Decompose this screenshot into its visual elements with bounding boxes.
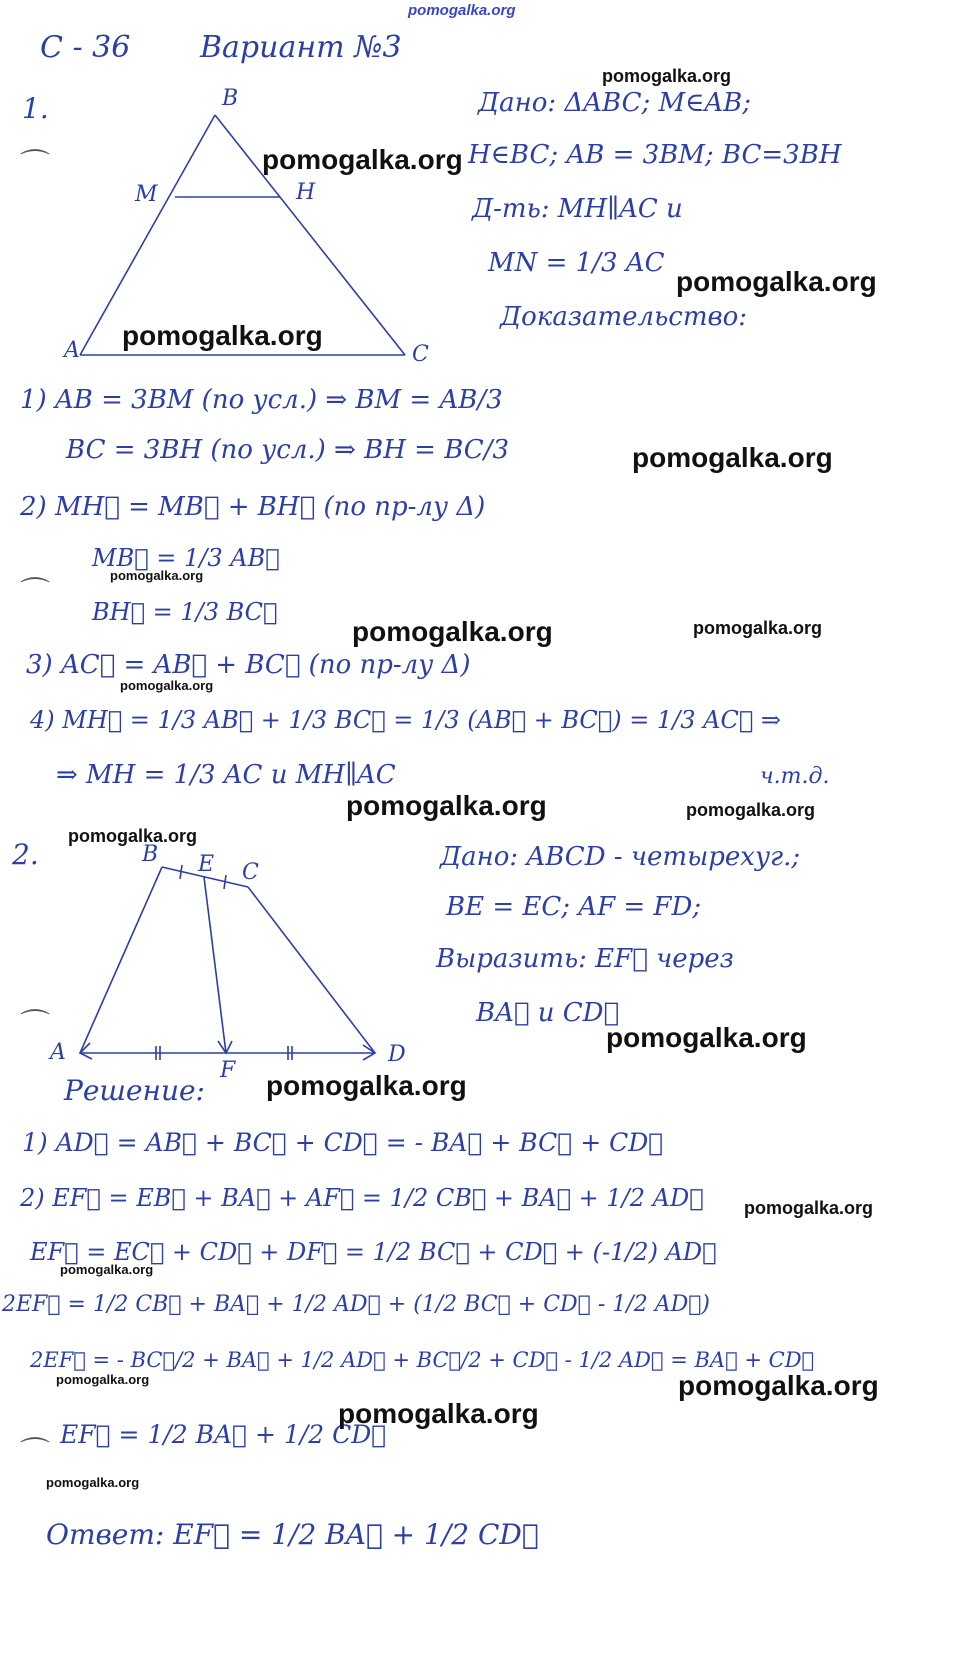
p2-task-vectors: BA⃗ и CD⃗ <box>476 998 620 1028</box>
watermark: pomogalka.org <box>632 442 833 473</box>
p2-given-line-1: Дано: ABCD - четырехуг.; <box>440 842 801 872</box>
p1-prove-formula: MN = 1/3 AC <box>488 248 665 278</box>
margin-mark: ⌒ <box>20 1008 50 1043</box>
watermark: pomogalka.org <box>602 66 732 86</box>
side-ab <box>80 115 215 355</box>
p2-step-sum: 2EF⃗ = 1/2 CB⃗ + BA⃗ + 1/2 AD⃗ + (1/2 BC⃗ + CD⃗ - 1/2 AD⃗) <box>2 1292 711 1317</box>
p2-answer: Ответ: EF⃗ = 1/2 BA⃗ + 1/2 CD⃗ <box>46 1518 539 1551</box>
top-watermark: pomogalka.org <box>408 2 516 19</box>
quad-label-b: B <box>142 842 159 867</box>
page-title: С - 36 <box>40 30 131 65</box>
quad-label-a: A <box>50 1040 66 1065</box>
p2-step-1: 1) AD⃗ = AB⃗ + BC⃗ + CD⃗ = - BA⃗ + BC⃗ + CD⃗ <box>22 1128 664 1157</box>
p1-proof-heading: Доказательство: <box>500 302 748 332</box>
watermark: pomogalka.org <box>68 826 198 846</box>
p2-result: EF⃗ = 1/2 BA⃗ + 1/2 CD⃗ <box>60 1420 387 1449</box>
margin-mark: ⌒ <box>20 1436 50 1471</box>
watermark: pomogalka.org <box>686 800 816 820</box>
watermark: pomogalka.org <box>122 320 323 351</box>
p1-prove-line: Д-ть: MH∥AC и <box>472 194 683 224</box>
p1-step-2: 2) MH⃗ = MB⃗ + BH⃗ (по пр-лу Δ) <box>20 492 486 522</box>
quad-label-c: C <box>242 860 259 885</box>
p2-given-line-2: BE = EC; AF = FD; <box>446 892 702 922</box>
p2-step-2a: 2) EF⃗ = EB⃗ + BA⃗ + AF⃗ = 1/2 CB⃗ + BA⃗ + 1/2 AD⃗ <box>20 1184 704 1212</box>
watermark: pomogalka.org <box>346 790 547 821</box>
watermark: pomogalka.org <box>606 1022 807 1053</box>
quadrilateral-abcd-figure <box>70 855 410 1075</box>
watermark: pomogalka.org <box>266 1070 467 1101</box>
p1-step-4: 4) MH⃗ = 1/3 AB⃗ + 1/3 BC⃗ = 1/3 (AB⃗ + BC⃗) = 1/3 AC⃗ ⇒ <box>30 706 782 734</box>
vertex-label-c: C <box>412 342 429 367</box>
margin-mark: ⌒ <box>20 576 50 611</box>
quad-label-f: F <box>220 1058 236 1083</box>
watermark: pomogalka.org <box>744 1198 874 1218</box>
p2-solution-heading: Решение: <box>64 1074 205 1107</box>
p1-given-line-2: H∈BC; AB = 3BM; BC=3BH <box>468 140 842 170</box>
p2-step-simplify: 2EF⃗ = - BC⃗/2 + BA⃗ + 1/2 AD⃗ + BC⃗/2 + CD⃗ - 1/2 AD⃗ = BA⃗ + CD⃗ <box>30 1348 815 1372</box>
p2-task-line: Выразить: EF⃗ через <box>436 944 734 974</box>
p1-given-line-1: Дано: ΔABC; M∈AB; <box>478 88 752 118</box>
tick-be <box>180 865 182 879</box>
p1-step-2-mb: MB⃗ = 1/3 AB⃗ <box>92 544 280 572</box>
watermark: pomogalka.org <box>676 266 877 297</box>
arrow-a <box>80 1043 92 1059</box>
p1-qed: ч.т.д. <box>760 764 830 789</box>
watermark: pomogalka.org <box>56 1372 150 1387</box>
vertex-label-b: B <box>222 86 239 111</box>
p1-step-1b: BC = 3BH (по усл.) ⇒ BH = BC/3 <box>66 435 509 465</box>
p1-step-2-bh: BH⃗ = 1/3 BC⃗ <box>92 598 278 626</box>
p2-step-2b: EF⃗ = EC⃗ + CD⃗ + DF⃗ = 1/2 BC⃗ + CD⃗ + (-1/2) AD⃗ <box>30 1238 717 1266</box>
problem-2-number: 2. <box>12 838 39 871</box>
side-cd <box>248 887 375 1053</box>
vertex-label-a: A <box>64 338 80 363</box>
margin-mark: ⌒ <box>20 148 50 183</box>
watermark: pomogalka.org <box>352 616 553 647</box>
point-label-m: M <box>135 182 158 207</box>
watermark: pomogalka.org <box>678 1370 879 1401</box>
variant-label: Вариант №3 <box>200 30 402 65</box>
segment-ef <box>204 877 226 1053</box>
quad-label-e: E <box>198 852 215 877</box>
tick-ec <box>224 875 226 889</box>
point-label-h: H <box>296 180 316 205</box>
watermark: pomogalka.org <box>338 1398 539 1429</box>
p1-step-3: 3) AC⃗ = AB⃗ + BC⃗ (по пр-лу Δ) <box>26 650 471 680</box>
p1-conclusion: ⇒ MH = 1/3 AC и MH∥AC <box>56 760 396 790</box>
watermark: pomogalka.org <box>110 568 204 583</box>
quad-label-d: D <box>388 1042 406 1067</box>
watermark: pomogalka.org <box>120 678 214 693</box>
watermark: pomogalka.org <box>693 618 823 638</box>
watermark: pomogalka.org <box>46 1475 140 1490</box>
watermark: pomogalka.org <box>60 1262 154 1277</box>
problem-1-number: 1. <box>22 92 49 125</box>
side-ba <box>80 867 162 1053</box>
p1-step-1a: 1) AB = 3BM (по усл.) ⇒ BM = AB/3 <box>20 385 503 415</box>
watermark: pomogalka.org <box>262 144 463 175</box>
